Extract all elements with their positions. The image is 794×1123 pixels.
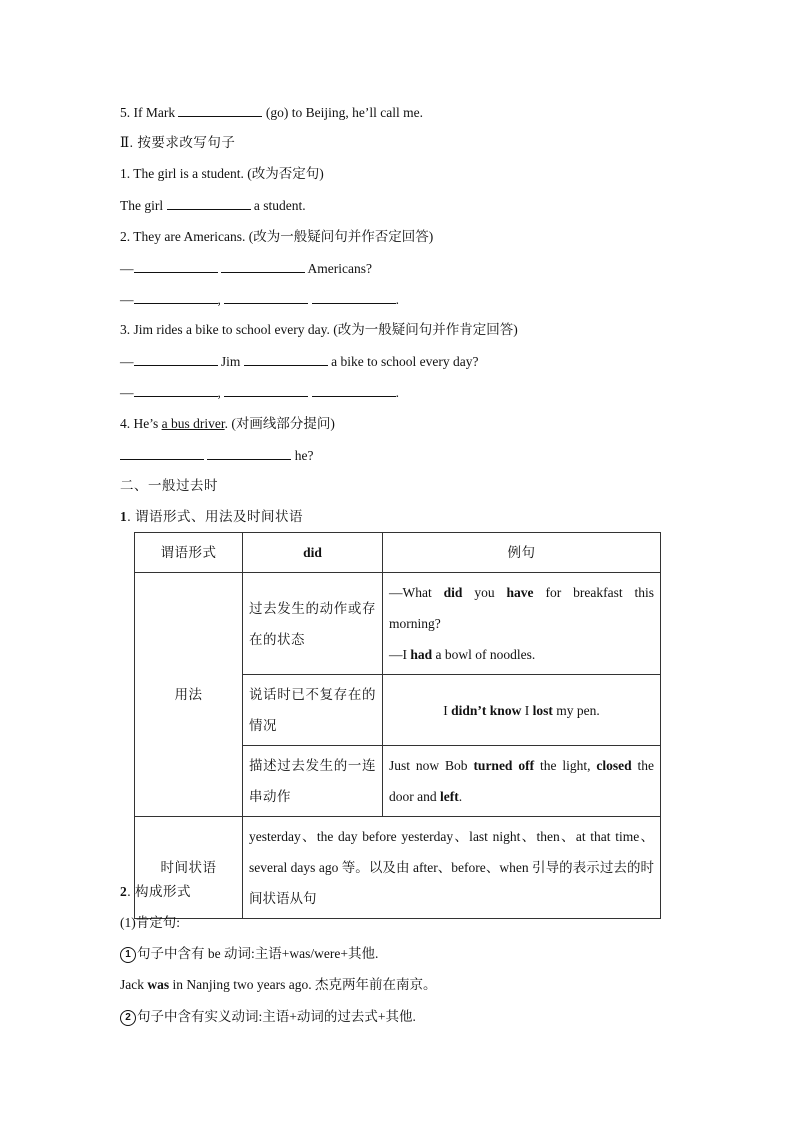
answer-text: a bike to school every day? bbox=[331, 354, 479, 369]
question-4-prompt bbox=[120, 414, 335, 434]
bold-verb: turned off bbox=[473, 758, 535, 773]
example-text: I bbox=[521, 702, 533, 718]
example-sentence bbox=[120, 975, 436, 995]
affirmative-label: (1)肯定句: bbox=[120, 915, 180, 930]
bold-verb: lost bbox=[532, 702, 553, 718]
table-header: 谓语形式 bbox=[135, 533, 243, 573]
prompt-text: . (对画线部分提问) bbox=[224, 416, 335, 431]
question-3-answer-line-1 bbox=[120, 351, 478, 372]
bold-verb: was bbox=[147, 977, 170, 992]
punctuation: , bbox=[217, 385, 221, 400]
answer-blank[interactable] bbox=[120, 445, 204, 460]
answer-text: a student. bbox=[253, 198, 306, 213]
circled-number-1: 1 bbox=[120, 947, 136, 963]
usage-description: 说话时已不复存在的情况 bbox=[243, 675, 383, 746]
bold-verb: left bbox=[440, 789, 459, 804]
example-text: a bowl of noodles. bbox=[432, 647, 536, 662]
table-header-row bbox=[135, 533, 661, 573]
bold-verb: had bbox=[410, 647, 433, 662]
answer-blank[interactable] bbox=[207, 445, 291, 460]
dash: — bbox=[120, 261, 134, 276]
section-heading: Ⅱ. 按要求改写句子 bbox=[120, 135, 236, 150]
answer-text: The girl bbox=[120, 198, 164, 213]
answer-blank[interactable] bbox=[312, 382, 396, 397]
table-row bbox=[135, 573, 661, 675]
example-text: Jack bbox=[120, 977, 148, 992]
item-text: (go) to Beijing, he’ll call me. bbox=[265, 105, 423, 120]
subsection-title: . 构成形式 bbox=[127, 884, 191, 899]
answer-blank[interactable] bbox=[244, 351, 328, 366]
punctuation: . bbox=[395, 292, 399, 307]
example-text: —I bbox=[389, 647, 411, 662]
question-1-prompt: 1. The girl is a student. (改为否定句) bbox=[120, 166, 324, 181]
example-text: . bbox=[458, 789, 463, 804]
answer-blank[interactable] bbox=[134, 258, 218, 273]
rule-1 bbox=[120, 944, 378, 964]
question-2-answer-line-2 bbox=[120, 289, 399, 310]
bold-verb: have bbox=[506, 585, 534, 600]
rule-2 bbox=[120, 1007, 416, 1027]
section-2-heading: 二、一般过去时 bbox=[120, 478, 218, 493]
example-text: —What bbox=[389, 585, 444, 600]
question-3-prompt: 3. Jim rides a bike to school every day. (改为一般疑问句并作肯定回答) bbox=[120, 322, 518, 337]
example-text: the light, bbox=[534, 758, 597, 773]
table-header: did bbox=[243, 533, 383, 573]
subsection-number: 2 bbox=[120, 884, 128, 899]
underlined-phrase: a bus driver bbox=[161, 416, 225, 431]
example-text: Just now Bob bbox=[389, 758, 474, 773]
circled-number-2: 2 bbox=[120, 1010, 136, 1026]
subsection-1-heading bbox=[120, 507, 303, 527]
punctuation: , bbox=[217, 292, 221, 307]
answer-blank[interactable] bbox=[224, 382, 308, 397]
example-text: my pen. bbox=[552, 702, 600, 718]
table-row bbox=[135, 817, 661, 919]
usage-example bbox=[383, 675, 661, 746]
answer-blank[interactable] bbox=[134, 382, 218, 397]
bold-verb: didn’t know bbox=[451, 702, 522, 718]
answer-blank[interactable] bbox=[178, 102, 262, 117]
question-2-answer-line-1 bbox=[120, 258, 372, 279]
usage-example bbox=[383, 746, 661, 817]
answer-blank[interactable] bbox=[221, 258, 305, 273]
time-adverbial-label: 时间状语 bbox=[135, 817, 243, 919]
subsection-number: 1 bbox=[120, 509, 128, 524]
answer-blank[interactable] bbox=[224, 289, 308, 304]
dash: — bbox=[120, 385, 134, 400]
answer-text: Jim bbox=[220, 354, 241, 369]
usage-label: 用法 bbox=[135, 573, 243, 817]
question-1-answer-line bbox=[120, 195, 306, 216]
bold-verb: closed bbox=[596, 758, 632, 773]
answer-blank[interactable] bbox=[134, 351, 218, 366]
item-text: 5. If Mark bbox=[120, 105, 176, 120]
usage-description: 过去发生的动作或存在的状态 bbox=[243, 573, 383, 675]
time-adverbial-text: yesterday、the day before yesterday、last night、then、at that time、several days ago 等。以及由 after、before、when 引导的表示过去的时间状语从句 bbox=[243, 817, 661, 919]
answer-text: Americans? bbox=[307, 261, 372, 276]
example-text: the door and bbox=[389, 758, 655, 804]
rule-text: 句子中含有 be 动词:主语+was/were+其他. bbox=[137, 946, 379, 961]
example-text: for breakfast this morning? bbox=[389, 585, 654, 631]
punctuation: . bbox=[395, 385, 399, 400]
answer-text: he? bbox=[294, 448, 314, 463]
rule-text: 句子中含有实义动词:主语+动词的过去式+其他. bbox=[137, 1009, 416, 1024]
subsection-2-heading bbox=[120, 882, 191, 902]
dash: — bbox=[120, 354, 134, 369]
question-3-answer-line-2 bbox=[120, 382, 399, 403]
answer-blank[interactable] bbox=[312, 289, 396, 304]
usage-description: 描述过去发生的一连串动作 bbox=[243, 746, 383, 817]
table-header: 例句 bbox=[383, 533, 661, 573]
question-2-prompt: 2. They are Americans. (改为一般疑问句并作否定回答) bbox=[120, 229, 434, 244]
answer-blank[interactable] bbox=[134, 289, 218, 304]
answer-blank[interactable] bbox=[167, 195, 251, 210]
example-text: you bbox=[462, 585, 507, 600]
example-text: I bbox=[443, 702, 452, 718]
grammar-table bbox=[134, 532, 661, 919]
exercise-item-5 bbox=[120, 102, 423, 123]
question-4-answer-line bbox=[120, 445, 313, 466]
dash: — bbox=[120, 292, 134, 307]
prompt-text: 4. He’s bbox=[120, 416, 162, 431]
subsection-title: . 谓语形式、用法及时间状语 bbox=[127, 509, 303, 524]
usage-example bbox=[383, 573, 661, 675]
example-text: in Nanjing two years ago. 杰克两年前在南京。 bbox=[169, 977, 437, 992]
bold-verb: did bbox=[443, 585, 463, 600]
